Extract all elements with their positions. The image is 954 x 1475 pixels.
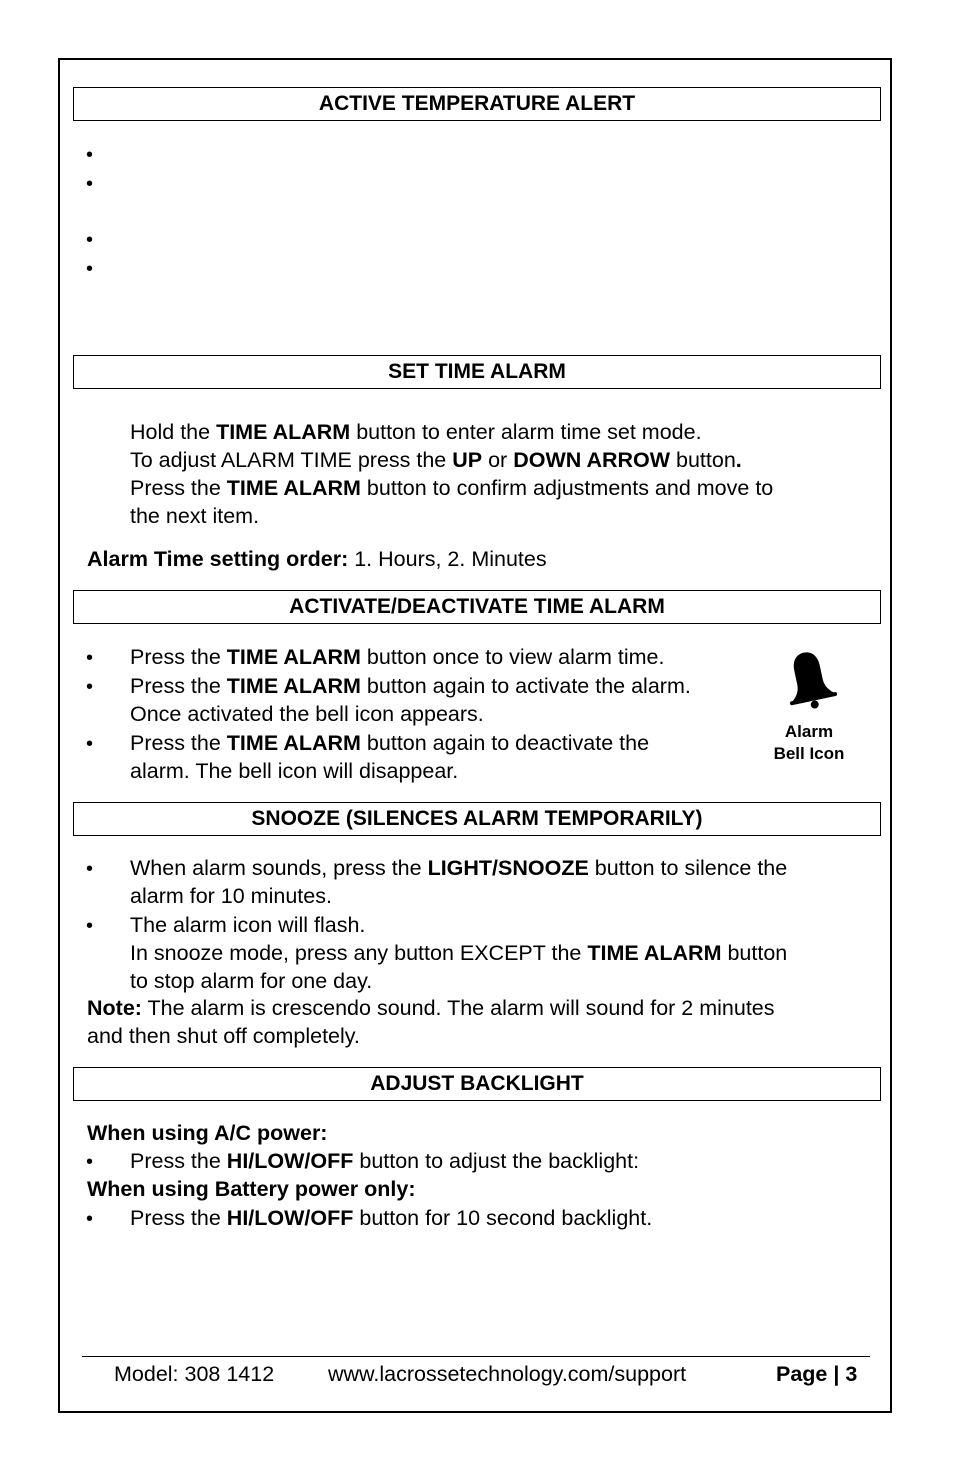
snooze-note-cont: and then shut off completely. xyxy=(87,1024,360,1048)
footer-url[interactable]: www.lacrossetechnology.com/support xyxy=(328,1362,687,1386)
alarm-setting-order: Alarm Time setting order: 1. Hours, 2. Minutes xyxy=(87,547,547,571)
set-alarm-step-2: To adjust ALARM TIME press the UP or DOWN ARROW button. xyxy=(130,448,742,472)
battery-power-label: When using Battery power only: xyxy=(87,1177,416,1201)
activate-bullet-3: Press the TIME ALARM button again to deactivate the xyxy=(130,731,650,755)
bullet: • xyxy=(86,144,94,166)
activate-bullet-2-cont: Once activated the bell icon appears. xyxy=(130,702,484,726)
bullet: • xyxy=(86,858,94,880)
snooze-bullet-1: When alarm sounds, press the LIGHT/SNOOZE button to silence the xyxy=(130,856,788,880)
set-alarm-step-1: Hold the TIME ALARM button to enter alarm time set mode. xyxy=(130,420,702,444)
bullet: • xyxy=(86,258,94,280)
bullet: • xyxy=(86,229,94,251)
bullet: • xyxy=(86,733,94,755)
bullet: • xyxy=(86,676,94,698)
snooze-bullet-2-cont-2: to stop alarm for one day. xyxy=(130,969,373,993)
bell-icon-caption: Alarm Bell Icon xyxy=(773,722,845,763)
bell-icon xyxy=(780,648,840,712)
activate-bullet-3-cont: alarm. The bell icon will disappear. xyxy=(130,759,459,783)
set-alarm-step-3: Press the TIME ALARM button to confirm adjustments and move to xyxy=(130,476,774,500)
bullet: • xyxy=(86,915,94,937)
backlight-bullet-2: Press the HI/LOW/OFF button for 10 second backlight. xyxy=(130,1206,653,1230)
heading-activate-deactivate-time-alarm: ACTIVATE/DEACTIVATE TIME ALARM xyxy=(73,590,881,624)
snooze-bullet-1-cont: alarm for 10 minutes. xyxy=(130,884,332,908)
ac-power-label: When using A/C power: xyxy=(87,1121,328,1145)
heading-snooze: SNOOZE (SILENCES ALARM TEMPORARILY) xyxy=(73,802,881,836)
bullet: • xyxy=(86,1151,94,1173)
snooze-bullet-2-cont: In snooze mode, press any button EXCEPT the TIME ALARM button xyxy=(130,941,788,965)
heading-active-temperature-alert: ACTIVE TEMPERATURE ALERT xyxy=(73,87,881,121)
footer-rule xyxy=(82,1356,870,1357)
bullet: • xyxy=(86,173,94,195)
snooze-note: Note: The alarm is crescendo sound. The alarm will sound for 2 minutes xyxy=(87,996,775,1020)
set-alarm-step-3-cont: the next item. xyxy=(130,504,260,528)
activate-bullet-1: Press the TIME ALARM button once to view alarm time. xyxy=(130,645,665,669)
backlight-bullet-1: Press the HI/LOW/OFF button to adjust the backlight: xyxy=(130,1149,640,1173)
bullet: • xyxy=(86,1208,94,1230)
snooze-bullet-2: The alarm icon will flash. xyxy=(130,913,366,937)
footer-model: Model: 308 1412 xyxy=(114,1362,275,1386)
footer-page-number: Page | 3 xyxy=(776,1362,858,1386)
bullet: • xyxy=(86,647,94,669)
heading-set-time-alarm: SET TIME ALARM xyxy=(73,355,881,389)
heading-adjust-backlight: ADJUST BACKLIGHT xyxy=(73,1067,881,1101)
activate-bullet-2: Press the TIME ALARM button again to activate the alarm. xyxy=(130,674,691,698)
